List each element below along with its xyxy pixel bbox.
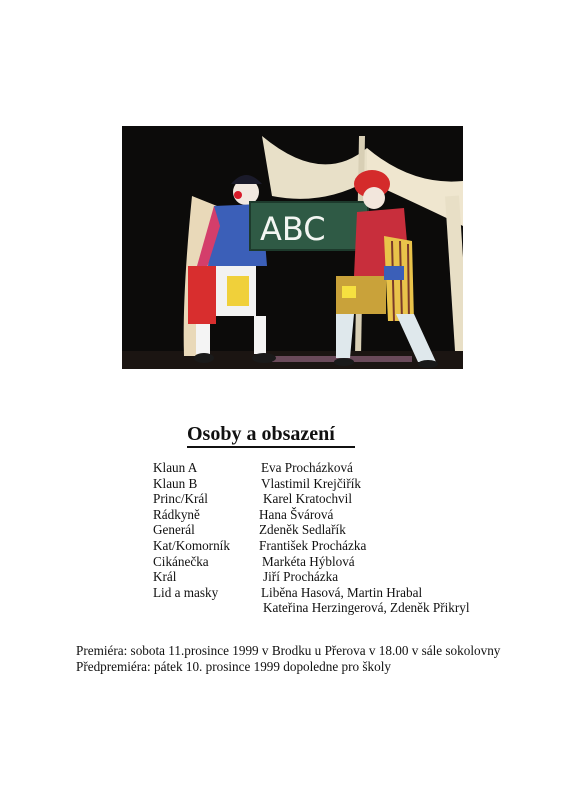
cast-actor: Jiří Procházka [263, 569, 339, 585]
stage-photo-illustration [122, 126, 463, 369]
cast-role: Lid a masky [153, 584, 219, 600]
premiere-info [76, 643, 500, 675]
cast-actor: Liběna Hasová, Martin Hrabal [261, 584, 423, 600]
cast-role: Rádkyně [153, 506, 200, 522]
chalkboard [250, 202, 368, 250]
premiere-line: Premiéra: sobota 11.prosince 1999 v Brodku u Přerova v 18.00 v sále sokolovny [76, 643, 501, 658]
curtain-left [262, 136, 367, 199]
cast-actor: František Procházka [259, 537, 367, 553]
cast-actor: Eva Procházková [261, 460, 353, 475]
cast-role: Cikánečka [153, 553, 209, 569]
cast-actor: Vlastimil Krejčiřík [261, 475, 361, 491]
cast-role: Generál [153, 522, 195, 538]
cast-actor: Kateřina Herzingerová, Zdeněk Přikryl [263, 600, 470, 616]
cast-role: Klaun A [153, 460, 198, 475]
preview-line: Předpremiéra: pátek 10. prosince 1999 dopoledne pro školy [76, 659, 391, 674]
cast-actor: Hana Švárová [259, 506, 334, 522]
cast-role: Klaun B [153, 475, 198, 491]
stage-photo [122, 126, 463, 369]
chalkboard-text: ABC [260, 210, 326, 248]
cast-actor: Markéta Hýblová [262, 553, 355, 569]
page-title: Osoby a obsazení [187, 423, 355, 448]
cast-role: Princ/Král [153, 491, 208, 507]
cast-actor: Karel Kratochvil [263, 491, 352, 507]
cast-role: Kat/Komorník [153, 537, 230, 553]
cast-actor: Zdeněk Sedlařík [259, 522, 346, 538]
cast-role: Král [153, 569, 177, 585]
